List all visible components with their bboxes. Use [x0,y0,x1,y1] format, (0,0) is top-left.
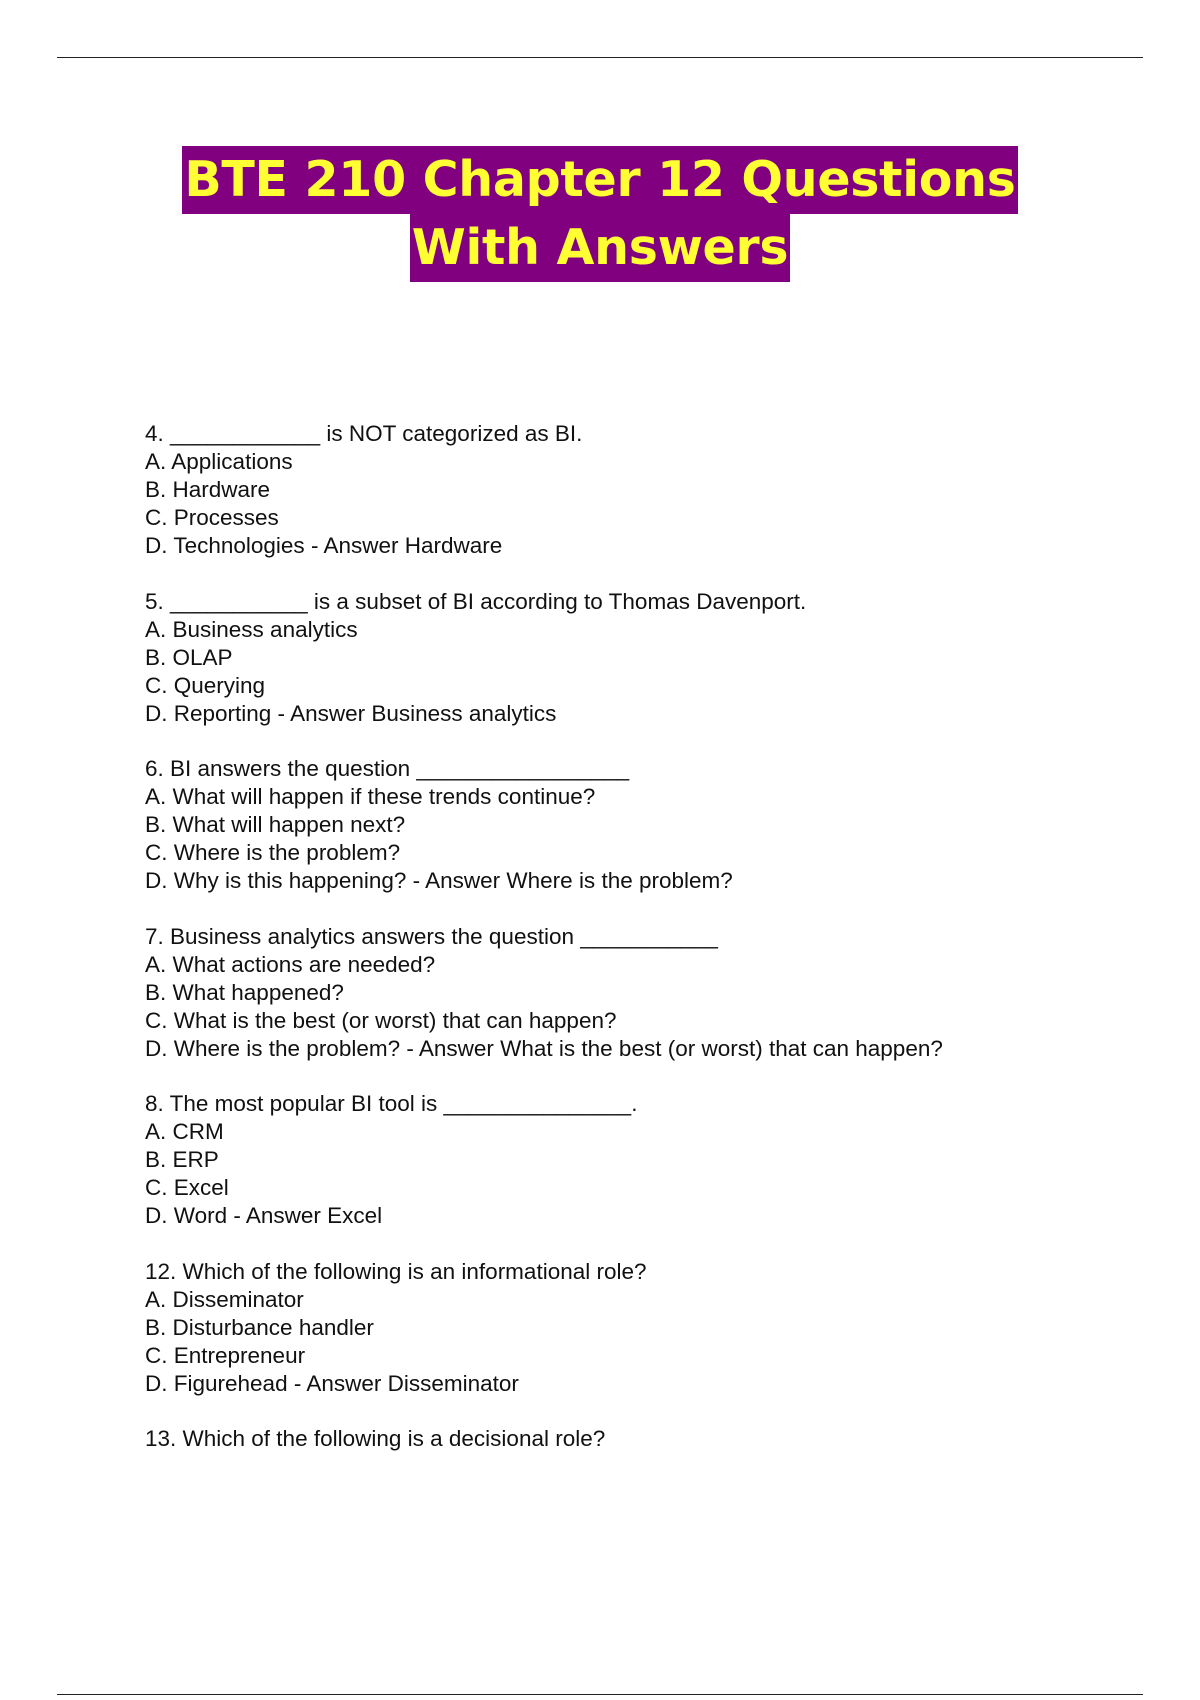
option-c: C. Entrepreneur [145,1342,306,1368]
option-b: B. OLAP [145,644,233,670]
option-d-with-answer: D. Reporting - Answer Business analytics [145,700,557,726]
question-stem: 8. The most popular BI tool is _______________. [145,1091,638,1116]
option-d-with-answer: D. Word - Answer Excel [145,1203,383,1228]
question-list [145,420,1105,1481]
question-6 [145,755,1105,895]
question-stem: 5. ___________ is a subset of BI according to Thomas Davenport. [145,588,807,614]
question-stem: 13. Which of the following is a decisional role? [145,1426,606,1451]
option-a: A. What actions are needed? [145,951,436,977]
option-c: C. Processes [145,505,279,530]
option-b: B. Hardware [145,477,271,502]
option-b: B. Disturbance handler [145,1314,374,1340]
question-4 [145,420,1105,560]
question-stem: 6. BI answers the question _________________ [145,756,630,781]
option-c: C. What is the best (or worst) that can happen? [145,1007,617,1033]
question-stem: 4. ____________ is NOT categorized as BI. [145,421,583,446]
option-b: B. What will happen next? [145,812,406,837]
option-a: A. Business analytics [145,616,358,642]
question-5 [145,588,1105,728]
option-c: C. Where is the problem? [145,840,401,865]
question-stem: 7. Business analytics answers the question ___________ [145,923,718,949]
option-a: A. CRM [145,1119,224,1144]
option-d-with-answer: D. Where is the problem? - Answer What is the best (or worst) that can happen? [145,1035,943,1061]
option-d-with-answer: D. Why is this happening? - Answer Where is the problem? [145,868,733,893]
option-d-with-answer: D. Technologies - Answer Hardware [145,533,503,558]
question-7 [145,923,1105,1063]
document-title [0,146,1200,282]
option-c: C. Querying [145,672,266,698]
option-a: A. What will happen if these trends continue? [145,784,596,809]
question-13 [145,1425,1105,1453]
question-stem: 12. Which of the following is an informational role? [145,1258,647,1284]
option-a: A. Disseminator [145,1286,304,1312]
top-rule [57,57,1143,58]
bottom-rule [57,1694,1143,1695]
option-d-with-answer: D. Figurehead - Answer Disseminator [145,1370,519,1396]
title-line-2: With Answers [410,214,790,282]
title-line-1: BTE 210 Chapter 12 Questions [182,146,1017,214]
question-12 [145,1258,1105,1398]
option-b: B. What happened? [145,979,344,1005]
option-c: C. Excel [145,1175,229,1200]
option-b: B. ERP [145,1147,219,1172]
option-a: A. Applications [145,449,293,474]
question-8 [145,1090,1105,1230]
